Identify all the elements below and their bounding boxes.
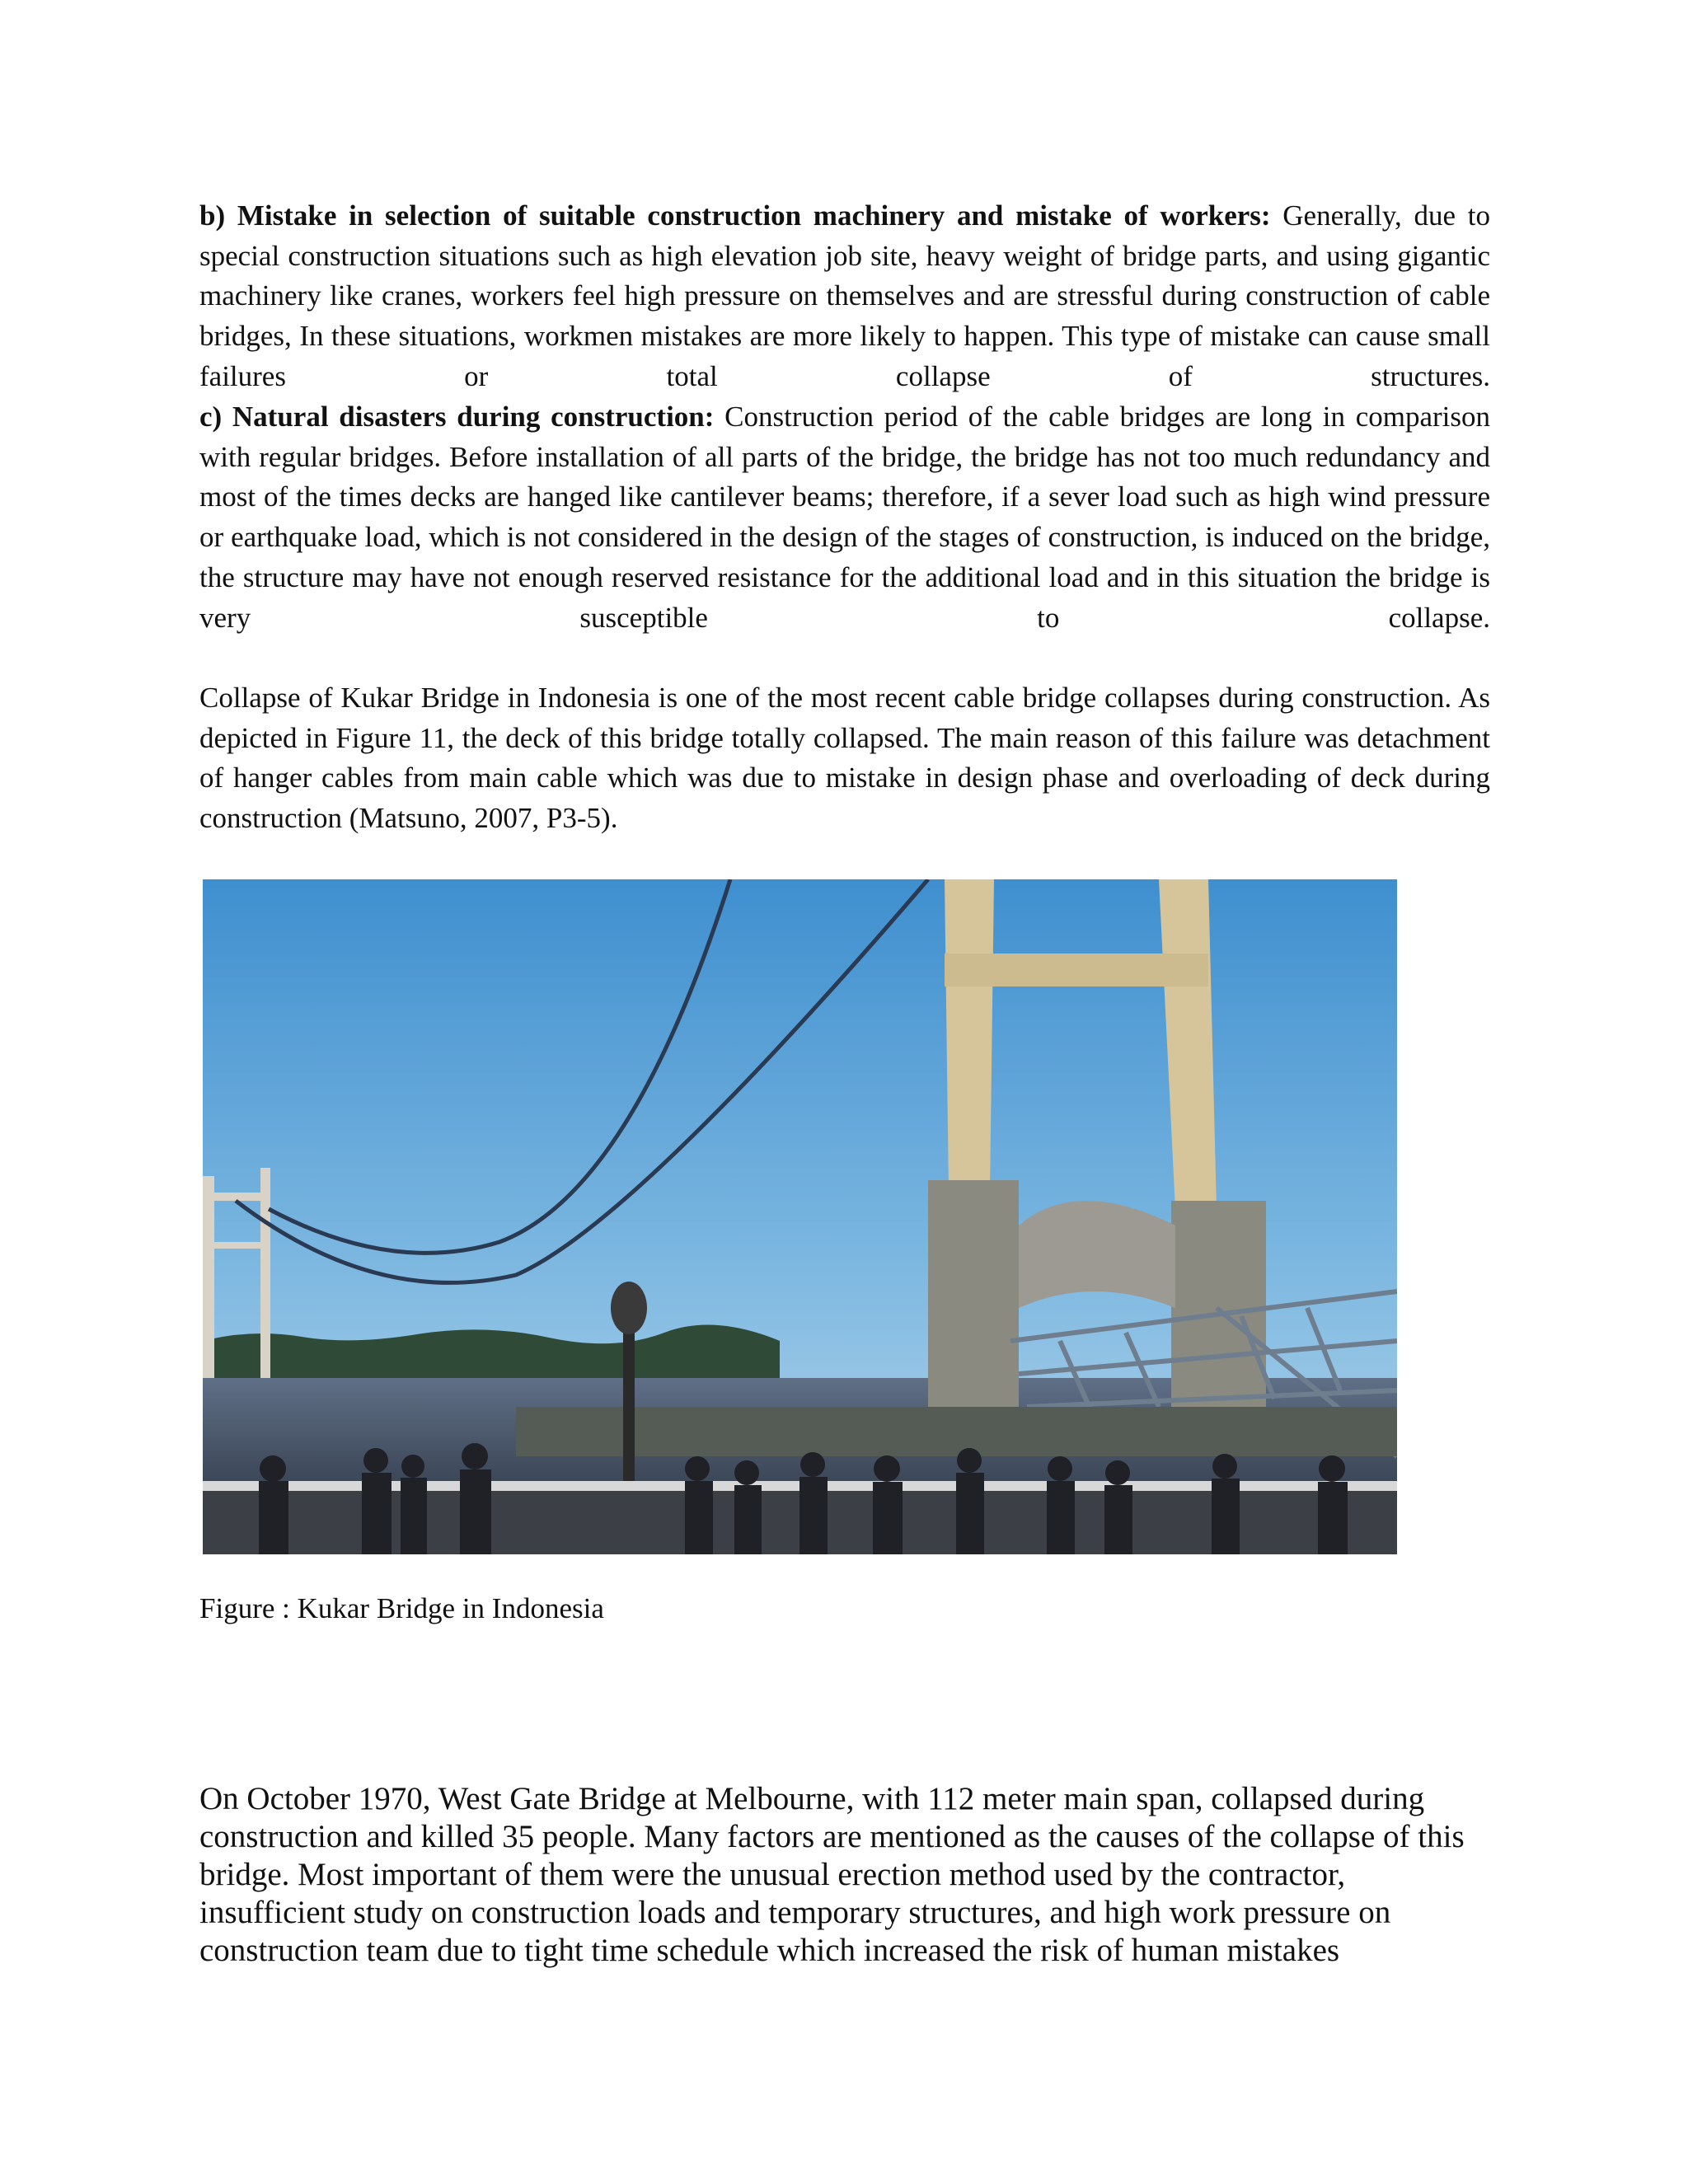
west-gate-bridge-paragraph: On October 1970, West Gate Bridge at Melbourne, with 112 meter main span, collapsed during construction and killed 35 people. Many factors are mentioned as the causes of the collapse of this bridge. Most important of them were the unusual erection method used by the contractor, insufficient study on construction loads and temporary structures, and high work pressure on construction team due to tight time schedule which increased the risk of human mistakes <box>199 1781 1465 1968</box>
kukar-bridge-photo <box>203 879 1397 1554</box>
figure-caption: Figure : Kukar Bridge in Indonesia <box>199 1592 604 1624</box>
section-c-text: Construction period of the cable bridges are long in comparison with regular bridges. Before installation of all parts of the bridge, the bridge has not too much redundancy and most of the times decks are hanged like cantilever beams; therefore, if a sever load such as high wind pressure or earthquake load, which is not considered in the design of the stages of construction, is induced on the bridge, the structure may have not enough reserved resistance for the additional load and in this situation the bridge is very susceptible to collapse. <box>199 401 1490 634</box>
section-b-text: Generally, due to special construction situations such as high elevation job site, heavy weight of bridge parts, and using gigantic machinery like cranes, workers feel high pressure on themselves and are stressful during construction of cable bridges, In these situations, workmen mistakes are more likely to happen. This type of mistake can cause small failures or total collapse of structures. <box>199 199 1490 392</box>
section-b-heading: b) Mistake in selection of suitable construction machinery and mistake of workers: <box>199 199 1271 232</box>
section-b-paragraph <box>199 196 1490 397</box>
section-c-heading: c) Natural disasters during construction: <box>199 401 715 433</box>
section-c-paragraph <box>199 397 1490 638</box>
kukar-bridge-paragraph: Collapse of Kukar Bridge in Indonesia is one of the most recent cable bridge collapses during construction. As depicted in Figure 11, the deck of this bridge totally collapsed. The main reason of this failure was detachment of hanger cables from main cable which was due to mistake in design phase and overloading of deck during construction (Matsuno, 2007, P3-5). <box>199 682 1490 835</box>
